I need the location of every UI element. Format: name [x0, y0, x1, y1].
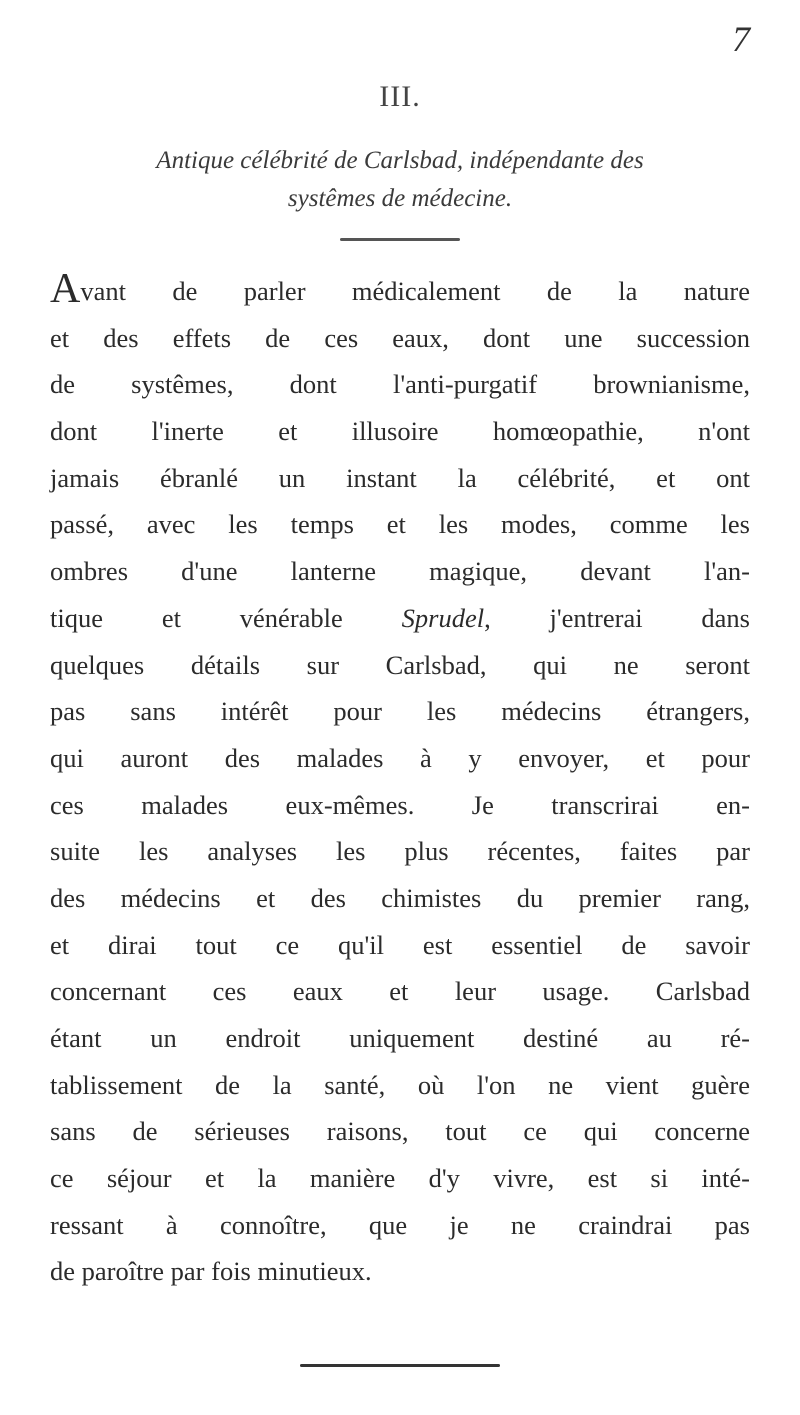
text-line: concernant ces eaux et leur usage. Carlsbad — [50, 976, 750, 1007]
italic-term: Sprudel — [401, 602, 485, 633]
text-line: ces malades eux-mêmes. Je transcrirai en- — [50, 789, 750, 820]
text-line: suite les analyses les plus récentes, faites par — [50, 836, 750, 867]
text-line: de paroître par fois minutieux. — [50, 1256, 372, 1287]
title-divider — [340, 238, 460, 241]
text-line: et dirai tout ce qu'il est essentiel de savoir — [50, 929, 750, 960]
text-line: pas sans intérêt pour les médecins étrangers, — [50, 696, 750, 727]
end-divider — [300, 1364, 500, 1367]
chapter-title-line: systêmes de médecine. — [287, 185, 513, 212]
text-line: sans de sérieuses raisons, tout ce qui concerne — [50, 1116, 750, 1147]
text-line: de systêmes, dont l'anti-purgatif brownianisme, — [50, 369, 750, 400]
text-line: et des effets de ces eaux, dont une succession — [50, 322, 750, 353]
chapter-title — [60, 142, 740, 218]
chapter-title-line: Antique célébrité de Carlsbad, indépendante des — [156, 147, 644, 174]
body-paragraph — [50, 268, 750, 1295]
text-line: dont l'inerte et illusoire homœopathie, n'ont — [50, 416, 750, 447]
text-line: tique et vénérable Sprudel, j'entrerai dans — [50, 602, 750, 633]
text-line: qui auront des malades à y envoyer, et pour — [50, 742, 750, 773]
text-line: Avant de parler médicalement de la nature — [50, 266, 750, 312]
text-line: jamais ébranlé un instant la célébrité, et ont — [50, 462, 750, 493]
text-line: ombres d'une lanterne magique, devant l'an- — [50, 556, 750, 587]
text-line: ressant à connoître, que je ne craindrai pas — [50, 1209, 750, 1240]
text-line: étant un endroit uniquement destiné au ré- — [50, 1023, 750, 1053]
text-line: passé, avec les temps et les modes, comme les — [50, 509, 750, 540]
chapter-number: III. — [379, 80, 421, 113]
drop-cap: A — [50, 266, 81, 312]
text-line: des médecins et des chimistes du premier rang, — [50, 882, 750, 913]
text-line: quelques détails sur Carlsbad, qui ne seront — [50, 649, 750, 680]
text-line: ce séjour et la manière d'y vivre, est si inté- — [50, 1163, 750, 1194]
text-line: tablissement de la santé, où l'on ne vient guère — [50, 1069, 750, 1100]
page-number: 7 — [732, 19, 750, 59]
